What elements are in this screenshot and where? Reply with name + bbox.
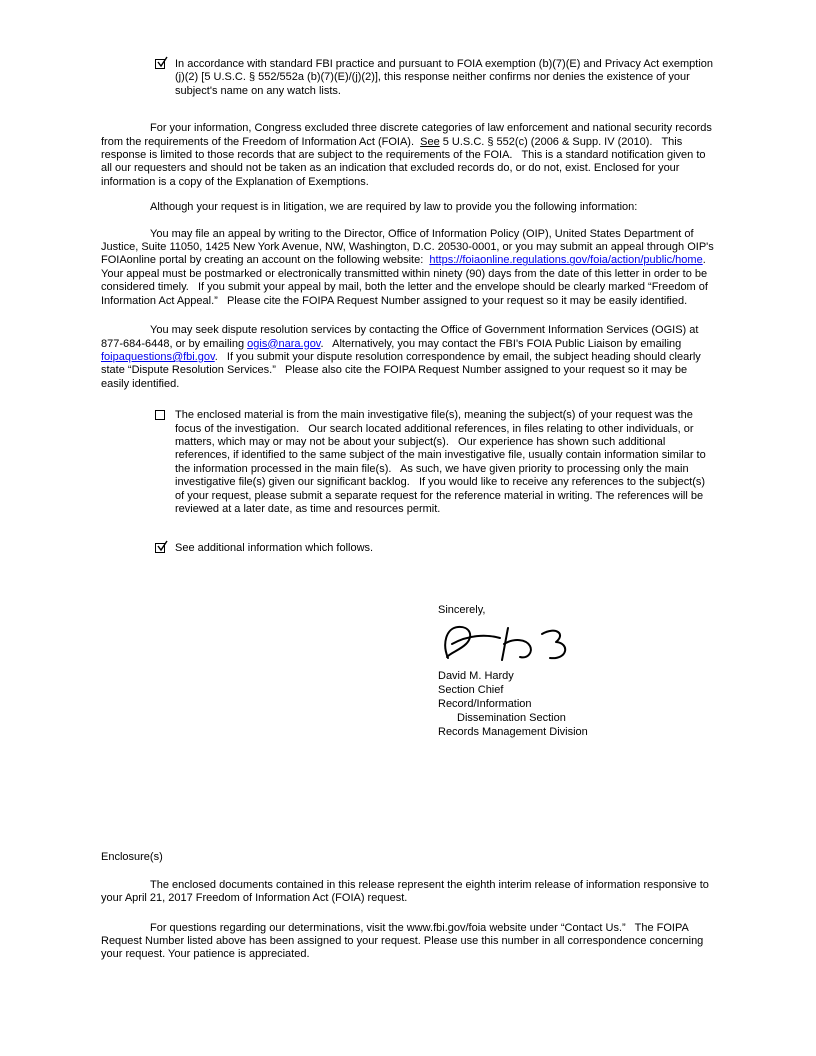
appeal-paragraph: [101, 228, 717, 308]
ogis-text-0: You may seek dispute resolution services by contacting the Office of Government Information Services (OGIS) at 877-684-6448, or by emailing: [101, 324, 702, 350]
watchlist-notice-text: In accordance with standard FBI practice and pursuant to FOIA exemption (b)(7)(E) and Privacy Act exemption (j)(2) [5 U.S.C. § 552/552a (b)(7)(E)/(j)(2)], this response neither confirms nor denies the existence of your subject's name on any watch lists.: [175, 58, 717, 97]
watchlist-checkbox-column: [155, 58, 175, 98]
signer-title-4: Records Management Division: [438, 725, 588, 738]
watchlist-notice-block: [155, 58, 717, 98]
signer-title-1: Section Chief: [438, 684, 504, 697]
signer-title-2: Record/Information: [438, 697, 532, 710]
signer-name: David M. Hardy: [438, 670, 514, 683]
additional-info-checkbox-column: [155, 542, 175, 557]
ogis-paragraph: [101, 324, 717, 391]
questions-paragraph: For questions regarding our determinations, visit the www.fbi.gov/foia website under “Contact Us.” The FOIPA Request Number listed above has been assigned to your request. Please use this number in all correspondence concerning your request. Your patience is appreciated.: [101, 921, 707, 961]
appeal-text-post: . Your appeal must be postmarked or electronically transmitted within ninety (90) days from the date of this letter in order to be considered timely. If you submit your appeal by mail, both the letter and the envelope should be clearly marked “Freedom of Information Act Appeal.” Please cite the FOIPA Request Number assigned to your request so it may be easily identified.: [101, 254, 715, 307]
litigation-paragraph: Although your request is in litigation, we are required by law to provide you the following information:: [150, 201, 638, 214]
ogis-text-1: . Alternatively, you may contact the FBI's FOIA Public Liaison by emailing: [320, 337, 685, 350]
check-icon: [156, 540, 168, 552]
foipa-questions-email-link[interactable]: foipaquestions@fbi.gov: [101, 350, 215, 363]
enclosed-documents-paragraph: The enclosed documents contained in this release represent the eighth interim release of information responsive to your April 21, 2017 Freedom of Information Act (FOIA) request.: [101, 878, 712, 905]
see-citation: See: [420, 135, 440, 148]
main-file-checkbox-column: [155, 409, 175, 516]
ogis-email-link[interactable]: ogis@nara.gov: [247, 337, 321, 350]
foiaonline-link[interactable]: https://foiaonline.regulations.gov/foia/action/public/home: [429, 254, 703, 267]
main-file-notice-text: The enclosed material is from the main investigative file(s), meaning the subject(s) of your request was the focus of the investigation. Our search located additional references, in files relating to other individuals, or matters, which may or may not be about your subject(s). Our experience has shown such additional references, if identified to the same subject of the main investigative file, usually contain information similar to the information processed in the main file(s). As such, we have given priority to processing only the main investigative file(s) given our significant backlog. If you would like to receive any references to the subject(s) of your request, please submit a separate request for the reference material in writing. The references will be reviewed at a later date, as time and resources permit.: [175, 409, 709, 515]
ogis-text-2: . If you submit your dispute resolution correspondence by email, the subject heading should clearly state “Dispute Resolution Services.” Please also cite the FOIPA Request Number assigned to your request so it may be easily identified.: [101, 350, 704, 390]
check-icon: [156, 56, 168, 68]
additional-info-notice-text: See additional information which follows.: [175, 542, 374, 555]
congress-text-post: 5 U.S.C. § 552(c) (2006 & Supp. IV (2010). This response is limited to those records that are subject to the requirements of the FOIA. This is a standard notification given to all our requesters and should not be taken as an indication that excluded records do, or do not, exist. Enclosed for your information is a copy of the Explanation of Exemptions.: [101, 135, 709, 188]
watchlist-checkbox[interactable]: [155, 59, 165, 69]
signer-title-3: Dissemination Section: [457, 711, 566, 724]
main-file-checkbox[interactable]: [155, 410, 165, 420]
closing-line: Sincerely,: [438, 603, 486, 616]
congress-exclusions-paragraph: [101, 122, 717, 189]
main-file-notice-block: [155, 409, 717, 516]
congress-text-pre: For your information, Congress excluded three discrete categories of law enforcement and national security records from the requirements of the Freedom of Information Act (FOIA).: [101, 122, 715, 148]
signature-image: [438, 620, 588, 666]
additional-info-checkbox[interactable]: [155, 543, 165, 553]
additional-info-notice-block: [155, 542, 717, 557]
appeal-text-pre: You may file an appeal by writing to the Director, Office of Information Policy (OIP), United States Department of Justice, Suite 11050, 1425 New York Avenue, NW, Washington, D.C. 20530-0001, or you may submit an appeal through OIP's FOIAonline portal by creating an account on the following website:: [101, 227, 717, 267]
signature-block: [438, 604, 717, 740]
enclosure-label: Enclosure(s): [101, 851, 163, 864]
